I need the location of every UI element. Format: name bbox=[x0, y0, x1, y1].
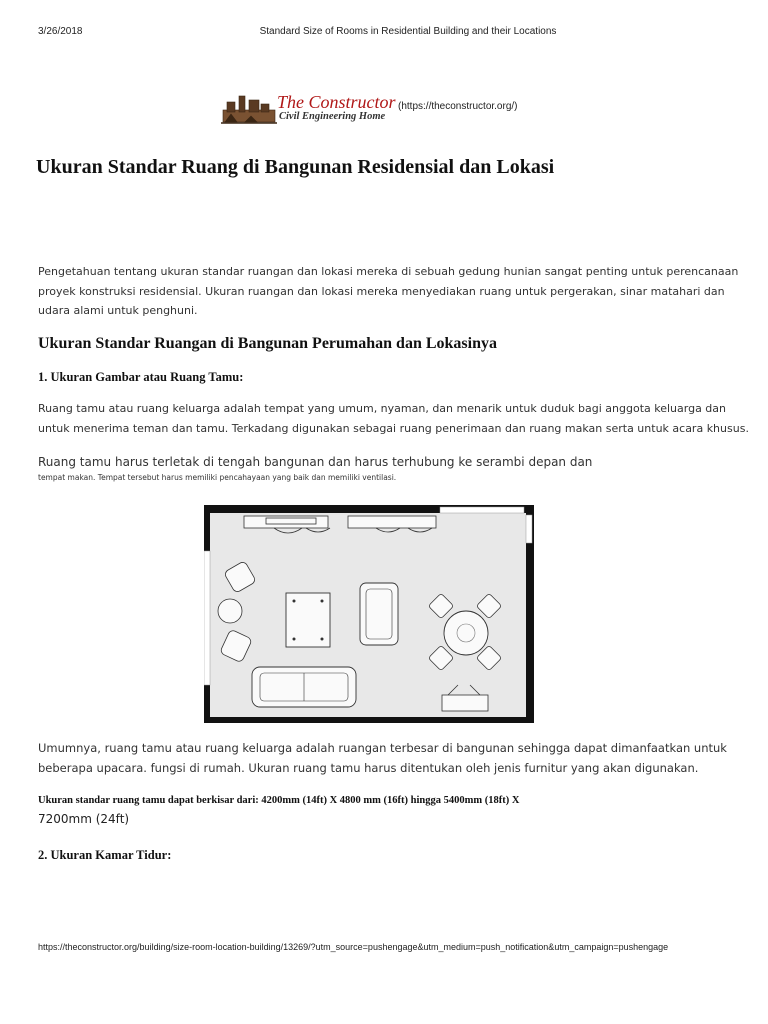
logo-brand-name[interactable]: The Constructor bbox=[277, 92, 396, 112]
living-room-paragraph-3: Umumnya, ruang tamu atau ruang keluarga adalah ruangan terbesar di bangunan sehingga dapat dimanfaatkan untuk beberapa upacara. fungsi di rumah. Ukuran ruang tamu harus ditentukan oleh jenis furnitur yang akan digunakan. bbox=[38, 741, 727, 775]
intro-paragraph: Pengetahuan tentang ukuran standar ruangan dan lokasi mereka di sebuah gedung hunian sangat penting untuk perencanaan proyek konstruksi residensial. Ukuran ruangan dan lokasi mereka menyediakan ruang untuk pergerakan, sinar matahari dan udara alami untuk penghuni. bbox=[38, 265, 739, 317]
living-room-floor-plan-image bbox=[204, 505, 534, 723]
bedroom-heading: 2. Ukuran Kamar Tidur: bbox=[38, 848, 172, 862]
print-date: 3/26/2018 bbox=[38, 26, 83, 37]
logo-tagline: Civil Engineering Home bbox=[279, 111, 386, 122]
article-title: Ukuran Standar Ruang di Bangunan Residensial dan Lokasi bbox=[36, 156, 555, 178]
living-room-sizes-continued: 7200mm (24ft) bbox=[38, 812, 130, 826]
living-room-paragraph-2: Ruang tamu harus terletak di tengah bangunan dan harus terhubung ke serambi depan dan bbox=[38, 455, 593, 469]
living-room-paragraph-1: Ruang tamu atau ruang keluarga adalah tempat yang umum, nyaman, dan menarik untuk duduk bagi anggota keluarga dan untuk menerima teman dan tamu. Terkadang digunakan sebagai ruang penerimaan dan ruang makan serta untuk acara khusus. bbox=[38, 402, 749, 435]
section-heading: Ukuran Standar Ruangan di Bangunan Perumahan dan Lokasinya bbox=[38, 335, 497, 352]
living-room-paragraph-2-continued: tempat makan. Tempat tersebut harus memiliki pencahayaan yang baik dan memiliki ventilasi. bbox=[38, 473, 397, 482]
print-header-title: Standard Size of Rooms in Residential Building and their Locations bbox=[259, 26, 557, 37]
living-room-heading: 1. Ukuran Gambar atau Ruang Tamu: bbox=[38, 370, 244, 384]
print-footer-url: https://theconstructor.org/building/size-room-location-building/13269/?utm_source=pushengage&utm_medium=push_notification&utm_campaign=pushengage bbox=[38, 942, 669, 952]
logo-link[interactable]: (https://theconstructor.org/) bbox=[398, 101, 518, 112]
living-room-sizes: Ukuran standar ruang tamu dapat berkisar dari: 4200mm (14ft) X 4800 mm (16ft) hingga 5400mm (18ft) X bbox=[38, 795, 520, 806]
